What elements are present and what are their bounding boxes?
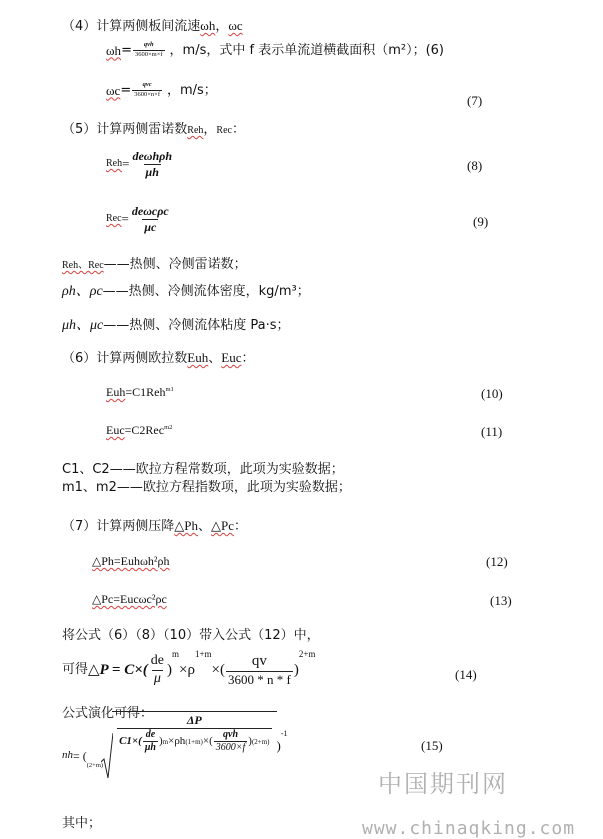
- eq6-denominator: 3600×m×f: [134, 50, 163, 58]
- eq14-number: (14): [455, 667, 477, 682]
- section-4-heading: [62, 18, 243, 35]
- eq15-equals: = (: [73, 748, 87, 763]
- eq15-den-mid: ×ρh: [168, 735, 186, 748]
- dp-c-symbol: △Pc: [211, 518, 235, 533]
- eq14-num1: de: [150, 653, 164, 668]
- eq14-num2: qv: [251, 653, 267, 669]
- eq10-exponent: m1: [165, 386, 174, 393]
- eq9-numerator: deωcρc: [131, 204, 169, 218]
- eq15-inner-frac-2: [214, 730, 248, 754]
- eq7-number: (7): [467, 93, 483, 108]
- colon: ：: [241, 351, 255, 366]
- omega-c-symbol: ωc: [228, 18, 243, 33]
- eq7-equals: =: [120, 82, 132, 98]
- def-re-symbols: Reh、Rec: [62, 260, 104, 271]
- def-rho-text: ——热侧、冷侧流体密度，kg/m³；: [102, 284, 310, 299]
- eq15-lhs: nh: [62, 749, 73, 762]
- def-viscosity: [62, 318, 290, 335]
- eq11-lhs: Euc: [106, 423, 125, 437]
- final-line: 其中；: [62, 816, 102, 831]
- eq15-den-den2: 3600×f: [215, 742, 246, 754]
- def-m-exponents: m1、m2——欧拉方程指数项，此项为实验数据；: [62, 480, 351, 495]
- eq15-radicand: [112, 711, 276, 754]
- eq7-fraction: [132, 82, 162, 99]
- eq7-denominator: 3600×n×f: [134, 90, 160, 98]
- def-mu-symbols: μh、μc: [62, 318, 104, 333]
- eq15-denominator: C1×( $\frac{de}{\mu h}$ ) m ×ρh (1+m) ×( $\frac{\text{qvh}}{3600\times f}$ ) (2+m): [119, 728, 270, 754]
- substitution-line: 将公式（6）（8）（10）带入公式（12）中，: [62, 628, 320, 643]
- eq14-mid: ×ρ: [179, 662, 195, 679]
- eq9-denominator: μc: [144, 219, 157, 234]
- eq9-fraction: [130, 205, 171, 233]
- eq15-den-mid2: ×(: [202, 735, 213, 748]
- dp-h-symbol: △Ph: [174, 518, 199, 533]
- eq11-exponent: m2: [164, 424, 173, 431]
- heading-text: （6）计算两侧欧拉数: [62, 351, 188, 366]
- eq9-lhs: Rec: [106, 213, 122, 225]
- eq7-unit: ，m/s；: [166, 82, 217, 98]
- equation-7: [106, 82, 217, 99]
- eq8-number: (8): [467, 158, 483, 173]
- eq14-prefix: 可得: [62, 662, 89, 678]
- def-density: [62, 284, 310, 301]
- eq15-numerator: ΔP: [186, 713, 202, 728]
- eq6-equals: =: [121, 42, 132, 58]
- eq7-numerator: qvc: [142, 81, 152, 88]
- eq6-lhs: ωh: [106, 42, 122, 58]
- eq10-rhs: =C1Reh: [125, 385, 166, 399]
- eq14-mid2: ×(: [211, 662, 225, 679]
- omega-h-symbol: ωh: [200, 18, 216, 33]
- eq8-fraction: [130, 150, 174, 178]
- eq15-main-fraction: [117, 714, 271, 754]
- separator: 、: [198, 519, 212, 534]
- colon: ：: [234, 519, 248, 534]
- eq15-den-num2: qvh: [223, 728, 239, 740]
- equation-9: [106, 205, 172, 233]
- eq14-den2: 3600 * n * f: [228, 671, 291, 687]
- separator: ，: [203, 122, 217, 137]
- colon: ：: [231, 122, 245, 137]
- equation-10: [106, 385, 174, 399]
- section-6-heading: [62, 350, 254, 367]
- re-h-symbol: Reh: [187, 125, 204, 136]
- equation-12: △Ph=Euhωh²ρh: [92, 554, 170, 568]
- eq6-description: ，m/s，式中 f 表示单流道横截面积（m²）；(6): [169, 42, 444, 58]
- eq15-den-num1: de: [145, 728, 156, 740]
- heading-text: （7）计算两侧压降: [62, 519, 175, 534]
- section-5-heading: [62, 122, 245, 138]
- eu-c-symbol: Euc: [221, 350, 242, 365]
- eq7-lhs: ωc: [106, 82, 121, 98]
- eq15-den-a: C1×(: [119, 735, 142, 748]
- evolution-line: 公式演化可得：: [62, 706, 154, 721]
- def-re-text: ——热侧、冷侧雷诺数；: [103, 257, 247, 272]
- eq15-inner-frac-1: [143, 730, 158, 754]
- section-7-heading: [62, 518, 247, 535]
- eq9-equals: =: [121, 211, 129, 227]
- def-c-constants: C1、C2——欧拉方程常数项，此项为实验数据；: [62, 462, 344, 477]
- eq14-lhs: △P = C×(: [88, 662, 148, 679]
- equation-14: 可得 △P = C×( $\frac{de}{\mu}$ ) m ×ρ 1+m ×( $\frac{qv}{3600 * n * f}$ ) 2+m: [62, 649, 316, 687]
- eq14-fraction-1: [149, 654, 166, 686]
- eq6-fraction: [133, 42, 165, 59]
- eq14-fraction-2: [226, 654, 293, 686]
- eq8-denominator: μh: [145, 164, 159, 179]
- eq8-equals: =: [122, 156, 130, 172]
- equation-13: △Pc=Eucωc²ρc: [92, 592, 167, 606]
- separator: ，: [215, 19, 229, 34]
- equation-6: [106, 42, 444, 59]
- separator: 、: [208, 351, 222, 366]
- equation-15: nh = ( (2+m) ΔP C1×( $\frac{de}{\mu h}$ ) m ×ρh (1+m) ×( $\frac{\text{qvh}}{3600\times f}$ ) (2+m) ) -1: [62, 732, 288, 780]
- equation-11: [106, 423, 172, 437]
- eq13-number: (13): [490, 593, 512, 608]
- eq10-number: (10): [481, 386, 503, 401]
- eq12-number: (12): [486, 554, 508, 569]
- eq9-number: (9): [473, 214, 489, 229]
- heading-text: （4）计算两侧板间流速: [62, 19, 201, 34]
- heading-text: （5）计算两侧雷诺数: [62, 122, 188, 137]
- watermark-url: www.chinaqking.com: [362, 818, 576, 839]
- eq6-numerator: qvh: [143, 41, 154, 48]
- def-rho-symbols: ρh、ρc: [62, 284, 103, 299]
- eq15-den-den1: μh: [144, 742, 156, 754]
- eq10-lhs: Euh: [106, 385, 126, 399]
- watermark-cn: 中国期刊网: [378, 770, 508, 798]
- eq8-numerator: deωhρh: [132, 149, 172, 163]
- equation-8: [106, 150, 175, 178]
- eq11-number: (11): [481, 424, 503, 439]
- def-reynolds: [62, 257, 247, 273]
- def-mu-text: ——热侧、冷侧流体粘度 Pa·s；: [103, 318, 290, 333]
- re-c-symbol: Rec: [216, 125, 232, 136]
- eq15-root-index: (2+m): [86, 762, 104, 770]
- eu-h-symbol: Euh: [187, 350, 209, 365]
- eq11-rhs: =C2Rec: [124, 423, 165, 437]
- eq15-number: (15): [421, 738, 443, 753]
- eq14-den1: μ: [153, 670, 161, 686]
- eq8-lhs: Reh: [106, 158, 123, 170]
